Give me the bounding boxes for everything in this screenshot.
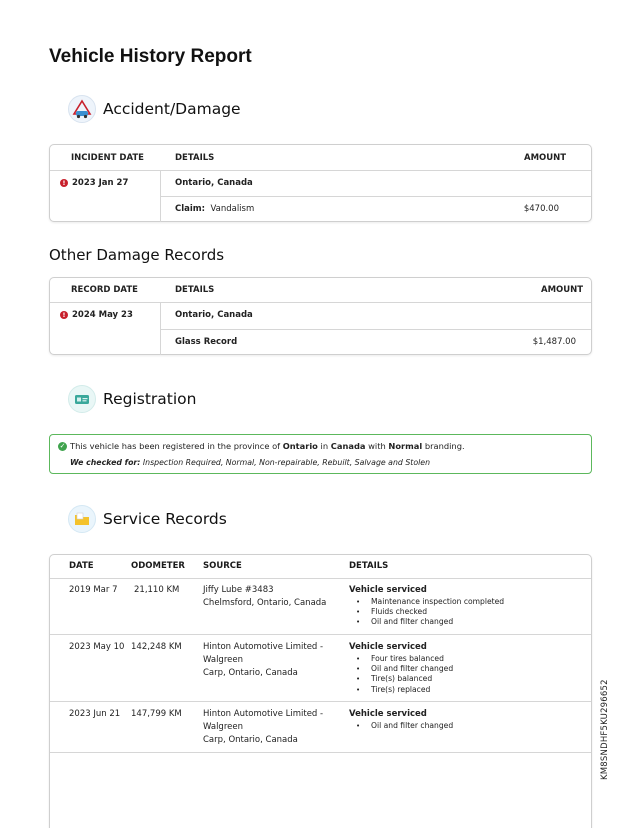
registration-country: Canada [330, 441, 366, 451]
list-item: • Four tires balanced [349, 654, 453, 664]
accident-section-title: Accident/Damage [103, 100, 241, 118]
claim-row [175, 204, 254, 214]
list-item: • Tire(s) balanced [349, 674, 453, 684]
service-source: Hinton Automotive Limited - Walgreen Carp, Ontario, Canada [203, 642, 324, 678]
details-header: DETAILS [175, 153, 215, 163]
details-header: DETAILS [175, 285, 215, 295]
page-title: Vehicle History Report [49, 46, 252, 67]
car-accident-icon [68, 95, 96, 123]
table-row [60, 178, 128, 188]
other-damage-table [49, 277, 592, 355]
table-row [60, 310, 133, 320]
record-location: Ontario, Canada [175, 310, 253, 320]
list-item: • Oil and filter changed [349, 721, 453, 731]
odometer-header: ODOMETER [131, 561, 185, 571]
list-item: • Maintenance inspection completed [349, 597, 504, 607]
amount-header: AMOUNT [541, 285, 584, 295]
incident-location: Ontario, Canada [175, 178, 253, 188]
checked-for-label: We checked for: [70, 458, 141, 467]
service-details: Vehicle serviced • Maintenance inspection completed • Fluids checked • Oil and filter changed [349, 584, 504, 628]
checked-for-list: Inspection Required, Normal, Non-repairable, Rebuilt, Salvage and Stolen [142, 458, 431, 467]
service-details: Vehicle serviced • Four tires balanced • Oil and filter changed • Tire(s) balanced • Tire(s) replaced [349, 641, 453, 695]
incident-date: 2023 Jan 27 [72, 178, 129, 188]
claim-value: Vandalism [210, 204, 255, 214]
service-date: 2023 Jun 21 [69, 709, 121, 719]
accident-section-header [68, 95, 241, 123]
service-date: 2019 Mar 7 [69, 585, 118, 595]
vin-number: KM8SNDHF5KU296652 [600, 679, 610, 780]
other-damage-title: Other Damage Records [49, 246, 225, 264]
registration-branding: Normal [388, 441, 423, 451]
details-header: DETAILS [349, 561, 389, 571]
service-source: Jiffy Lube #3483 Chelmsford, Ontario, Canada [203, 585, 327, 608]
service-odometer: 142,248 KM [131, 642, 182, 652]
registration-section-header [68, 385, 196, 413]
service-section-title: Service Records [103, 510, 227, 528]
claim-amount: $470.00 [523, 204, 559, 214]
registration-box [49, 434, 592, 474]
list-item: • Oil and filter changed [349, 664, 453, 674]
service-section-header [68, 505, 227, 533]
incident-date-header: INCIDENT DATE [71, 153, 144, 163]
accident-table [49, 144, 592, 222]
service-details: Vehicle serviced • Oil and filter changed [349, 708, 453, 731]
list-item: • Tire(s) replaced [349, 685, 453, 695]
service-odometer: 147,799 KM [131, 709, 182, 719]
claim-label: Claim: [175, 204, 206, 214]
source-header: SOURCE [203, 561, 242, 571]
check-icon: ✓ [59, 442, 66, 450]
service-source: Hinton Automotive Limited - Walgreen Carp, Ontario, Canada [203, 709, 324, 745]
folder-icon [68, 505, 96, 533]
record-amount: $1,487.00 [532, 337, 576, 347]
registration-statement: ✓ This vehicle has been registered in the province of Ontario in Canada with Normal branding. [59, 441, 465, 451]
checked-for-line [70, 458, 430, 467]
registration-card-icon [68, 385, 96, 413]
amount-header: AMOUNT [524, 153, 567, 163]
date-header: DATE [69, 561, 94, 571]
alert-icon: ! [60, 311, 68, 319]
registration-section-title: Registration [103, 390, 197, 408]
list-item: • Fluids checked [349, 607, 504, 617]
service-date: 2023 May 10 [69, 642, 125, 652]
record-type: Glass Record [175, 337, 238, 347]
service-table [49, 554, 592, 828]
alert-icon: ! [60, 179, 68, 187]
registration-province: Ontario [282, 441, 318, 451]
service-odometer: 21,110 KM [134, 585, 180, 595]
record-date: 2024 May 23 [72, 310, 133, 320]
list-item: • Oil and filter changed [349, 617, 504, 627]
record-date-header: RECORD DATE [71, 285, 138, 295]
